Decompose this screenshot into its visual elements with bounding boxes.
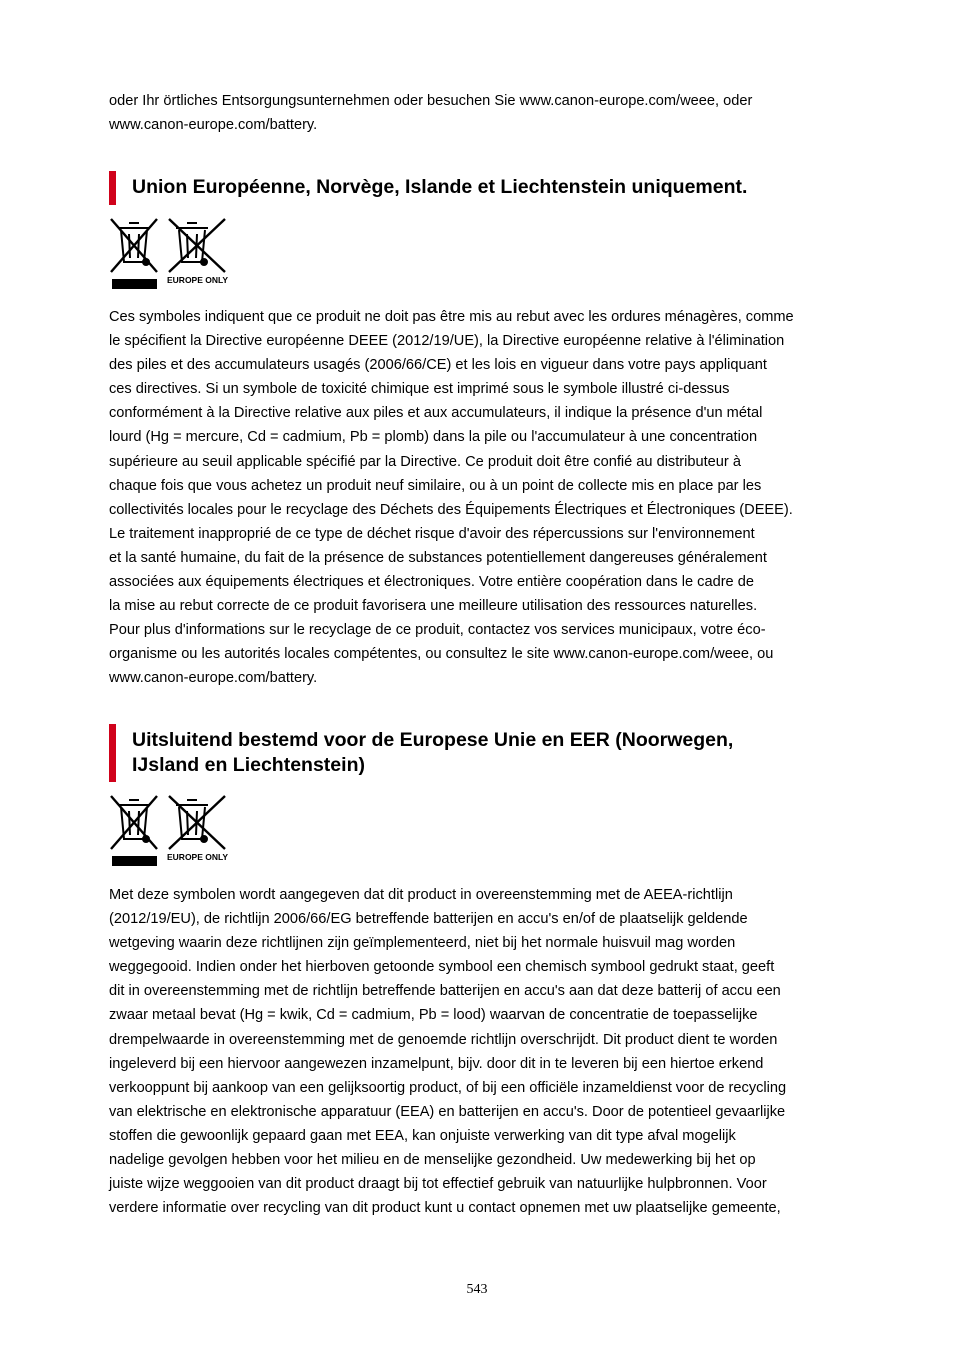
section-title: Uitsluitend bestemd voor de Europese Unie en EER (Noorwegen, IJsland en Liechtenstein) [132, 729, 734, 776]
crossed-bin-icon [111, 796, 157, 849]
section-body-fr: Ces symboles indiquent que ce produit ne doit pas être mis au rebut avec les ordures ménagères, comme le spécifient la Directive européenne DEEE (2012/19/UE), la Directive européenne relative à l'élimination des piles et des accumulateurs usagés (2006/66/CE) et les lois en vigueur dans votre pays appliquant ces directives. Si un symbole de toxicité chimique est imprimé sous le symbole illustré ci-dessus conformément à la Directive relative aux piles et aux accumulateurs, il indique la présence d'un métal lourd (Hg = mercure, Cd = cadmium, Pb = plomb) dans la pile ou l'accumulateur à une concentration supérieure au seuil applicable spécifié par la Directive. Ce produit doit être confié au distributeur à chaque fois que vous achetez un produit neuf similaire, ou à un point de collecte mis en place par les collectivités locales pour le recyclage des Déchets des Équipements Électriques et Électroniques (DEEE). Le traitement inapproprié de ce type de déchet risque d'avoir des répercussions sur l'environnement et la santé humaine, du fait de la présence de substances potentiellement dangereuses généralement associées aux équipements électriques et électroniques. Votre entière coopération dans le cadre de la mise au rebut correcte de ce produit favorisera une meilleure utilisation des ressources naturelles. Pour plus d'informations sur le recyclage de ce produit, contactez vos services municipaux, votre éco- organisme ou les autorités locales compétentes, ou consultez le site www.canon-europe.com/weee, ou www.canon-europe.com/battery. [109, 309, 794, 687]
crossed-bin-icon-pair [109, 793, 229, 871]
europe-only-label: EUROPE ONLY [167, 852, 229, 862]
disposal-symbols-nl [109, 793, 229, 871]
disposal-symbols-fr [109, 216, 229, 294]
europe-only-label: EUROPE ONLY [167, 275, 229, 285]
section-heading-nl [109, 724, 869, 782]
heading-accent-bar [109, 171, 116, 205]
heading-accent-bar [109, 724, 116, 782]
section-title: Union Européenne, Norvège, Islande et Liechtenstein uniquement. [132, 176, 748, 198]
section-heading-fr [109, 171, 869, 205]
crossed-bin-icon [111, 219, 157, 272]
intro-paragraph: oder Ihr örtliches Entsorgungsunternehmen oder besuchen Sie www.canon-europe.com/weee, oder www.canon-europe.com/battery. [109, 93, 753, 134]
crossed-bin-icon-pair [109, 216, 229, 294]
crossed-bin-icon [169, 219, 225, 272]
crossed-bin-icon [169, 796, 225, 849]
section-body-nl: Met deze symbolen wordt aangegeven dat dit product in overeenstemming met de AEEA-richtlijn (2012/19/EU), de richtlijn 2006/66/EG betreffende batterijen en accu's en/of de plaatselijk geldende wetgeving waarin deze richtlijnen zijn geïmplementeerd, niet bij het normale huisvuil mag worden weggegooid. Indien onder het hierboven getoonde symbool een chemisch symbool gedrukt staat, geeft dit in overeenstemming met de richtlijn betreffende batterijen en accu's aan dat deze batterij of accu een zwaar metaal bevat (Hg = kwik, Cd = cadmium, Pb = lood) waarvan de concentratie de toepasselijke drempelwaarde in overeenstemming met de genoemde richtlijn overschrijdt. Dit product dient te worden ingeleverd bij een hiervoor aangewezen inzamelpunt, bijv. door dit in te leveren bij een hiertoe erkend verkooppunt bij aankoop van een gelijksoortig product, of bij een officiële inzameldienst voor de recycling van elektrische en elektronische apparatuur (EEA) en batterijen en accu's. Door de potentieel gevaarlijke stoffen die gewoonlijk gepaard gaan met EEA, kan onjuiste verwerking van dit type afval mogelijk nadelige gevolgen hebben voor het milieu en de menselijke gezondheid. Uw medewerking bij het op juiste wijze weggooien van dit product draagt bij tot effectief gebruik van natuurlijke hulpbronnen. Voor verdere informatie over recycling van dit product kunt u contact opnemen met uw plaatselijke gemeente, [109, 887, 787, 1217]
black-bar-mark [112, 856, 157, 866]
page-number: 543 [466, 1282, 488, 1297]
black-bar-mark [112, 279, 157, 289]
